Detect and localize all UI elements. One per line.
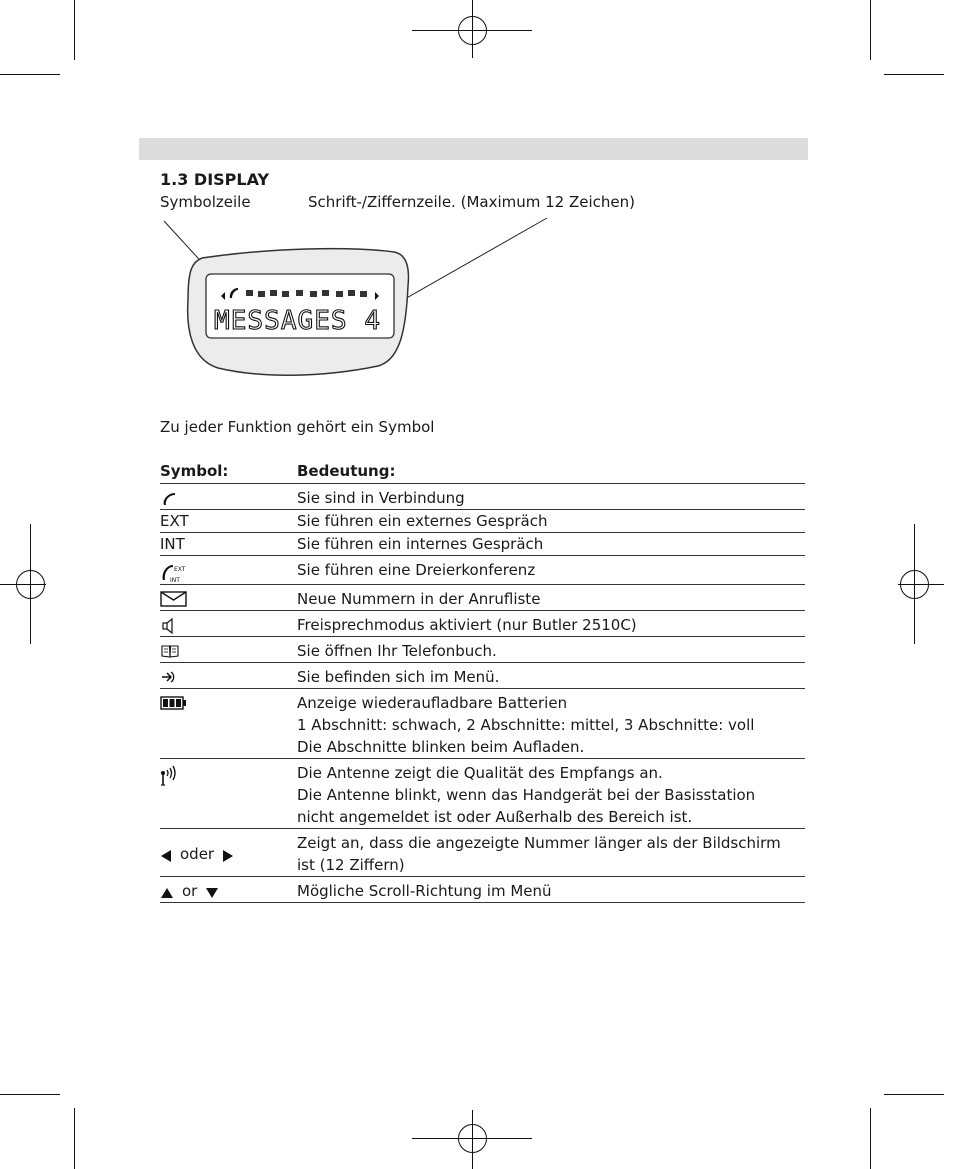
registration-mark bbox=[16, 570, 45, 599]
table-cell: Sie führen eine Dreierkonferenz bbox=[297, 561, 536, 579]
table-cell: Sie sind in Verbindung bbox=[297, 489, 465, 507]
table-cell: nicht angemeldet ist oder Außerhalb des Bereich ist. bbox=[297, 808, 693, 826]
lcd-status-icon bbox=[296, 290, 303, 296]
table-row bbox=[160, 759, 805, 829]
section-title: 1.3 DISPLAY bbox=[160, 170, 270, 189]
svg-text:EXT: EXT bbox=[174, 566, 186, 573]
left-arrow-icon bbox=[160, 849, 172, 863]
table-cell: Sie führen ein internes Gespräch bbox=[297, 535, 544, 553]
crop-mark bbox=[74, 0, 75, 60]
lcd-status-icon bbox=[258, 291, 265, 297]
symbol-table bbox=[160, 462, 805, 903]
phonebook-icon bbox=[160, 643, 180, 659]
table-cell: EXT bbox=[160, 512, 189, 530]
table-cell: Sie befinden sich im Menü. bbox=[297, 668, 500, 686]
symbol-line-label: Symbolzeile bbox=[160, 193, 251, 211]
crop-mark bbox=[884, 1094, 944, 1095]
table-cell: Die Antenne blinkt, wenn das Handgerät bei der Basisstation bbox=[297, 786, 756, 804]
header-meaning: Bedeutung: bbox=[297, 462, 396, 480]
table-cell: Sie öffnen Ihr Telefonbuch. bbox=[297, 642, 497, 660]
table-header bbox=[160, 462, 805, 484]
crop-mark bbox=[870, 0, 871, 60]
table-cell: Freisprechmodus aktiviert (nur Butler 2510C) bbox=[297, 616, 637, 634]
down-arrow-icon bbox=[205, 887, 219, 899]
table-cell: Neue Nummern in der Anrufliste bbox=[297, 590, 541, 608]
table-row bbox=[160, 611, 805, 637]
text-line-label: Schrift-/Ziffernzeile. (Maximum 12 Zeichen) bbox=[308, 193, 635, 211]
table-row bbox=[160, 877, 805, 903]
table-cell: INT bbox=[160, 535, 185, 553]
intro-text: Zu jeder Funktion gehört ein Symbol bbox=[160, 418, 435, 436]
envelope-icon bbox=[160, 591, 188, 607]
table-cell: Sie führen ein externes Gespräch bbox=[297, 512, 548, 530]
table-cell: ist (12 Ziffern) bbox=[297, 856, 405, 874]
table-row bbox=[160, 829, 805, 877]
right-arrow-icon bbox=[222, 849, 234, 863]
registration-mark bbox=[458, 1124, 487, 1153]
table-cell: Anzeige wiederaufladbare Batterien bbox=[297, 694, 568, 712]
crop-mark bbox=[884, 74, 944, 75]
crop-mark bbox=[74, 1108, 75, 1169]
table-cell: Die Antenne zeigt die Qualität des Empfangs an. bbox=[297, 764, 663, 782]
conference-icon bbox=[160, 562, 188, 584]
table-row bbox=[160, 689, 805, 759]
lcd-text-line: MESSAGES 4 bbox=[214, 306, 380, 336]
table-cell: Mögliche Scroll-Richtung im Menü bbox=[297, 882, 552, 900]
table-row bbox=[160, 637, 805, 663]
lcd-status-icon bbox=[322, 290, 329, 296]
menu-arrow-icon bbox=[160, 669, 178, 685]
antenna-icon bbox=[160, 765, 180, 787]
header-symbol: Symbol: bbox=[160, 462, 229, 480]
up-arrow-icon bbox=[160, 887, 174, 899]
table-cell: Die Abschnitte blinken beim Aufladen. bbox=[297, 738, 585, 756]
table-row bbox=[160, 585, 805, 611]
lcd-status-icon bbox=[360, 291, 367, 297]
table-row bbox=[160, 510, 805, 533]
lcd-status-icon bbox=[348, 290, 355, 296]
table-cell: or bbox=[182, 882, 198, 900]
registration-mark bbox=[900, 570, 929, 599]
table-cell: oder bbox=[180, 845, 215, 863]
table-cell: 1 Abschnitt: schwach, 2 Abschnitte: mittel, 3 Abschnitte: voll bbox=[297, 716, 755, 734]
battery-icon bbox=[160, 695, 188, 711]
table-row bbox=[160, 484, 805, 510]
crop-mark bbox=[870, 1108, 871, 1169]
table-row bbox=[160, 533, 805, 556]
lcd-status-icon bbox=[282, 291, 289, 297]
lcd-status-icon bbox=[270, 290, 277, 296]
lcd-status-icon bbox=[310, 291, 317, 297]
speaker-icon bbox=[160, 617, 178, 635]
table-cell: Zeigt an, dass die angezeigte Nummer länger als der Bildschirm bbox=[297, 834, 781, 852]
header-bar bbox=[139, 138, 808, 160]
crop-mark bbox=[0, 1094, 60, 1095]
registration-mark bbox=[458, 16, 487, 45]
handset-icon bbox=[160, 490, 178, 508]
table-row bbox=[160, 556, 805, 585]
lcd-status-icon bbox=[246, 290, 253, 296]
lcd-status-icon bbox=[336, 291, 343, 297]
crop-mark bbox=[0, 74, 60, 75]
table-row bbox=[160, 663, 805, 689]
svg-text:INT: INT bbox=[170, 577, 180, 584]
display-illustration bbox=[150, 210, 570, 385]
